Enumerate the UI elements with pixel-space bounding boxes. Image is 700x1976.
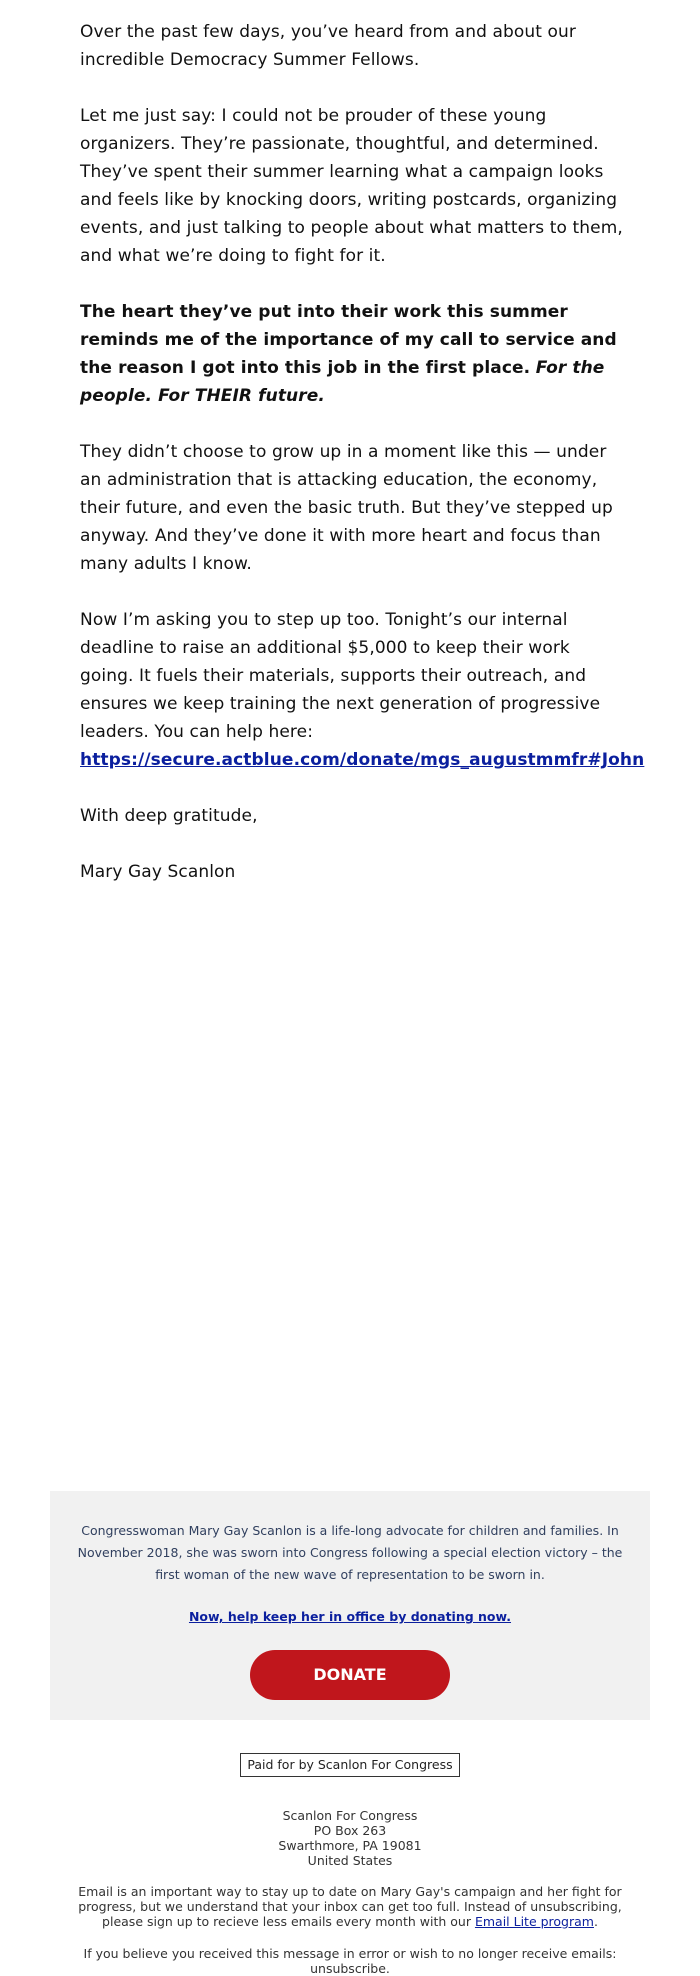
paragraph-ask bbox=[80, 606, 645, 774]
paragraph-ask-text: Now I’m asking you to step up too. Tonight’s our internal deadline to raise an additional $5,000 to keep their work going. It fuels their materials, supports their outreach, and ensures we keep training the next generation of progressive leaders. You can help here: bbox=[80, 610, 601, 742]
email-lite-notice bbox=[60, 1884, 640, 1929]
address-line-2: PO Box 263 bbox=[313, 1823, 387, 1838]
closing-text: With deep gratitude, bbox=[80, 806, 258, 826]
unsubscribe-notice[interactable]: If you believe you received this message in error or wish to no longer receive emails: unsubscribe. bbox=[83, 1946, 617, 1976]
footer-bio: Congresswoman Mary Gay Scanlon is a life-long advocate for children and families. In November 2018, she was sworn into Congress following a special election victory – the first woman of the new wave of representation to be sworn in. bbox=[77, 1523, 623, 1582]
address-line-3: Swarthmore, PA 19081 bbox=[278, 1838, 422, 1853]
email-lite-period: . bbox=[593, 1914, 598, 1929]
email-lite-text: Email is an important way to stay up to date on Mary Gay's campaign and her fight for progress, but we understand that your inbox can get too full. Instead of unsubscribing, please sign up to recieve less emails every month with our bbox=[78, 1884, 622, 1929]
mailing-address bbox=[0, 1808, 700, 1868]
donate-link[interactable]: https://secure.actblue.com/donate/mgs_augustmmfr#John bbox=[80, 750, 645, 770]
signature-text: Mary Gay Scanlon bbox=[80, 862, 236, 882]
footer-donate-link[interactable]: Now, help keep her in office by donating now. bbox=[188, 1609, 512, 1624]
email-body bbox=[80, 18, 645, 914]
email-lite-link[interactable]: Email Lite program bbox=[474, 1914, 594, 1929]
footer-panel bbox=[50, 1491, 650, 1720]
paragraph-heart-italic: For the people. For THEIR future. bbox=[80, 358, 605, 406]
address-line-1: Scanlon For Congress bbox=[282, 1808, 418, 1823]
donate-button[interactable]: DONATE bbox=[250, 1650, 450, 1700]
paragraph-heart-bold: The heart they’ve put into their work this summer reminds me of the importance of my call to service and the reason I got into this job in the first place. bbox=[80, 302, 617, 378]
paid-for-disclaimer: Paid for by Scanlon For Congress bbox=[240, 1753, 460, 1777]
paragraph-administration: They didn’t choose to grow up in a moment like this — under an administration that is attacking education, the economy, their future, and even the basic truth. But they’ve stepped up anyway. And they’ve done it with more heart and focus than many adults I know. bbox=[80, 442, 613, 574]
paragraph-fellows: Let me just say: I could not be prouder of these young organizers. They’re passionate, thoughtful, and determined. They’ve spent their summer learning what a campaign looks and feels like by knocking doors, writing postcards, organizing events, and just talking to people about what matters to them, and what we’re doing to fight for it. bbox=[80, 106, 623, 266]
paragraph-heart bbox=[80, 298, 625, 410]
address-line-4: United States bbox=[307, 1853, 393, 1868]
paragraph-intro: Over the past few days, you’ve heard from and about our incredible Democracy Summer Fellows. bbox=[80, 22, 576, 70]
